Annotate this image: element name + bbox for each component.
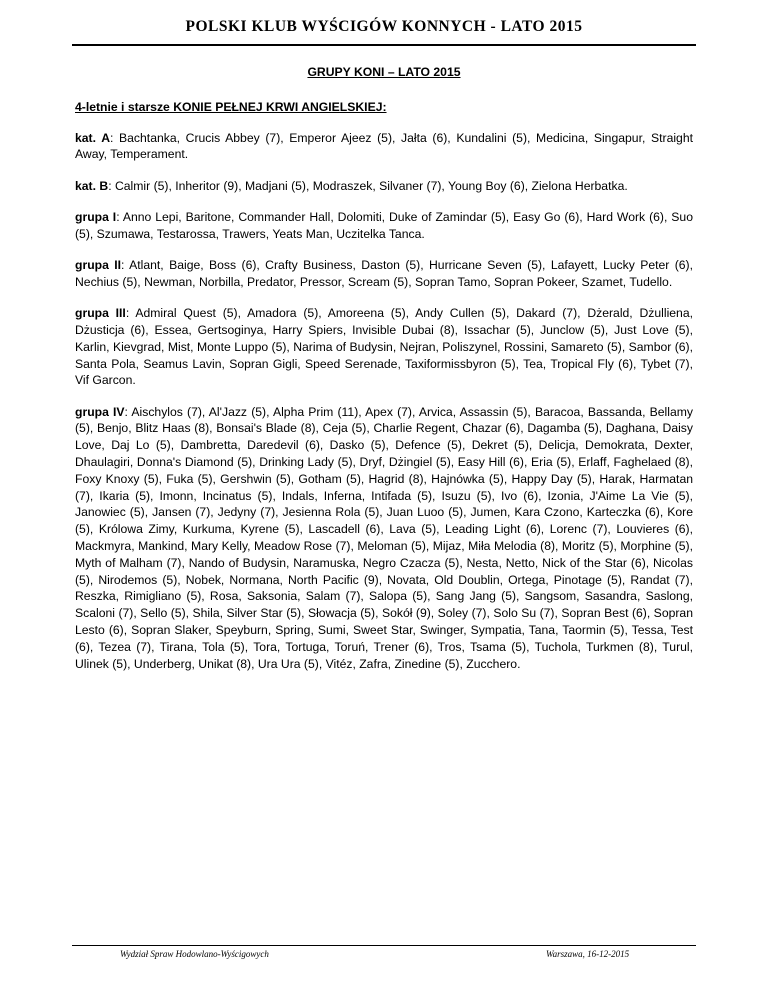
group-label: grupa IV — [75, 404, 125, 419]
group-horses: : Bachtanka, Crucis Abbey (7), Emperor Ajeez (5), Jałta (6), Kundalini (5), Medicina, Singapur, Straight Away, Temperament. — [75, 130, 693, 162]
document-body — [75, 64, 693, 687]
group-horses: : Anno Lepi, Baritone, Commander Hall, Dolomiti, Duke of Zamindar (5), Easy Go (6), Hard Work (6), Suo (5), Szumawa, Testarossa, Trawers, Yeats Man, Uczitelka Tanca. — [75, 209, 693, 241]
group-ii — [75, 257, 693, 291]
group-iv — [75, 404, 693, 673]
group-kat-b — [75, 178, 693, 195]
document-subtitle: 4-letnie i starsze KONIE PEŁNEJ KRWI ANGIELSKIEJ: — [75, 99, 387, 114]
header-divider — [72, 44, 696, 46]
group-horses: : Admiral Quest (5), Amadora (5), Amoreena (5), Andy Cullen (5), Dakard (7), Dżerald, Dżulliena, Dżusticja (6), Essea, Gertsoginya, Harry Spiers, Invisible Dubai (8), Issachar (5), Junclow (5), Just Love (5), Karlin, Kievgrad, Mist, Monte Luppo (5), Narima of Budysin, Nejran, Poliszynel, Rossini, Samareto (5), Sambor (6), Santa Pola, Seamus Lavin, Sopran Gigli, Speed Serenade, Taxiformissbyron (5), Tea, Tropical Fly (6), Tybet (7), Vif Garcon. — [75, 306, 694, 388]
document-title: GRUPY KONI – LATO 2015 — [307, 65, 461, 79]
group-label: grupa II — [75, 258, 122, 273]
group-horses: : Calmir (5), Inheritor (9), Madjani (5), Modraszek, Silvaner (7), Young Boy (6), Zielona Herbatka. — [108, 178, 628, 193]
group-horses: : Aischylos (7), Al'Jazz (5), Alpha Prim (11), Apex (7), Arvica, Assassin (5), Baracoa, Bassanda, Bellamy (5), Benjo, Blitz Haas (8), Bonsai's Blade (8), Ceja (5), Charlie Regent, Chazar (6), Dagamba (5), Daghana, Daisy Love, Daj Lo (5), Dambretta, Daredevil (6), Dasko (5), Defence (5), Dekret (5), Delicja, Demokrata, Dexter, Dhaulagiri, Donna's Diamond (5), Drinking Lady (5), Dryf, Dżingiel (5), Easy Hill (6), Eria (5), Erlaff, Faghelaed (8), Foxy Knoxy (5), Fuka (5), Gershwin (5), Gotham (5), Hagrid (8), Hajnówka (5), Happy Day (5), Harak, Harmatan (7), Ikaria (5), Imonn, Incinatus (5), Indals, Inferna, Intifada (5), Isuzu (5), Ivo (6), Izonia, J'Aime La Vie (5), Janowiec (5), Jansen (7), Jedyny (7), Jesienna Rola (5), Juan Luoo (5), Jumen, Kara Czono, Karteczka (6), Kore (5), Królowa Zimy, Kurkuma, Kyrene (5), Lascadell (6), Lava (5), Leading Light (6), Lorenc (7), Louvieres (6), Mackmyra, Mankind, Mary Kelly, Meadow Rose (7), Meloman (5), Mijaz, Miła Melodia (8), Moritz (5), Morphine (5), Myth of Malham (7), Nando of Budysin, Naramuska, Negro Czacza (5), Nesta, Netto, Nick of the Star (6), Nicolas (5), Nirodemos (5), Nobek, Normana, North Pacific (9), Novata, Old Doublin, Ortega, Pinotage (5), Randat (7), Reszka, Rimigliano (5), Rosa, Saksonia, Salam (7), Salopa (5), Sang Jang (5), Sangsom, Sasandra, Saslong, Scaloni (7), Sello (5), Shila, Silver Star (5), Słowacja (5), Sokół (9), Soley (7), Solo Su (7), Sopran Best (6), Sopran Lesto (6), Sopran Slaker, Speyburn, Spring, Sumi, Sweet Star, Swinger, Sympatia, Tana, Taormin (5), Tessa, Test (6), Tezea (7), Tirana, Tola (5), Tora, Tortuga, Toruń, Trener (6), Tros, Tsama (5), Tuchola, Turkmen (8), Turul, Ulinek (5), Underberg, Unikat (8), Ura Ura (5), Vitéz, Zafra, Zinedine (5), Zucchero. — [75, 404, 693, 671]
group-i — [75, 209, 693, 243]
group-label: kat. B — [75, 178, 109, 193]
footer-department: Wydział Spraw Hodowlano-Wyścigowych — [120, 949, 269, 959]
group-iii — [75, 305, 693, 389]
group-label: grupa III — [75, 306, 126, 321]
group-horses: : Atlant, Baige, Boss (6), Crafty Business, Daston (5), Hurricane Seven (5), Lafayett, Lucky Peter (6), Nechius (5), Newman, Norbilla, Predator, Pressor, Scream (5), Sopran Tamo, Sopran Pokeer, Szamet, Tudello. — [75, 258, 694, 289]
group-label: kat. A — [75, 130, 110, 145]
group-label: grupa I — [75, 209, 117, 224]
footer-divider — [72, 945, 696, 946]
page-header: POLSKI KLUB WYŚCIGÓW KONNYCH - LATO 2015 — [185, 18, 583, 35]
group-kat-a — [75, 130, 693, 164]
footer-date: Warszawa, 16-12-2015 — [546, 949, 630, 959]
